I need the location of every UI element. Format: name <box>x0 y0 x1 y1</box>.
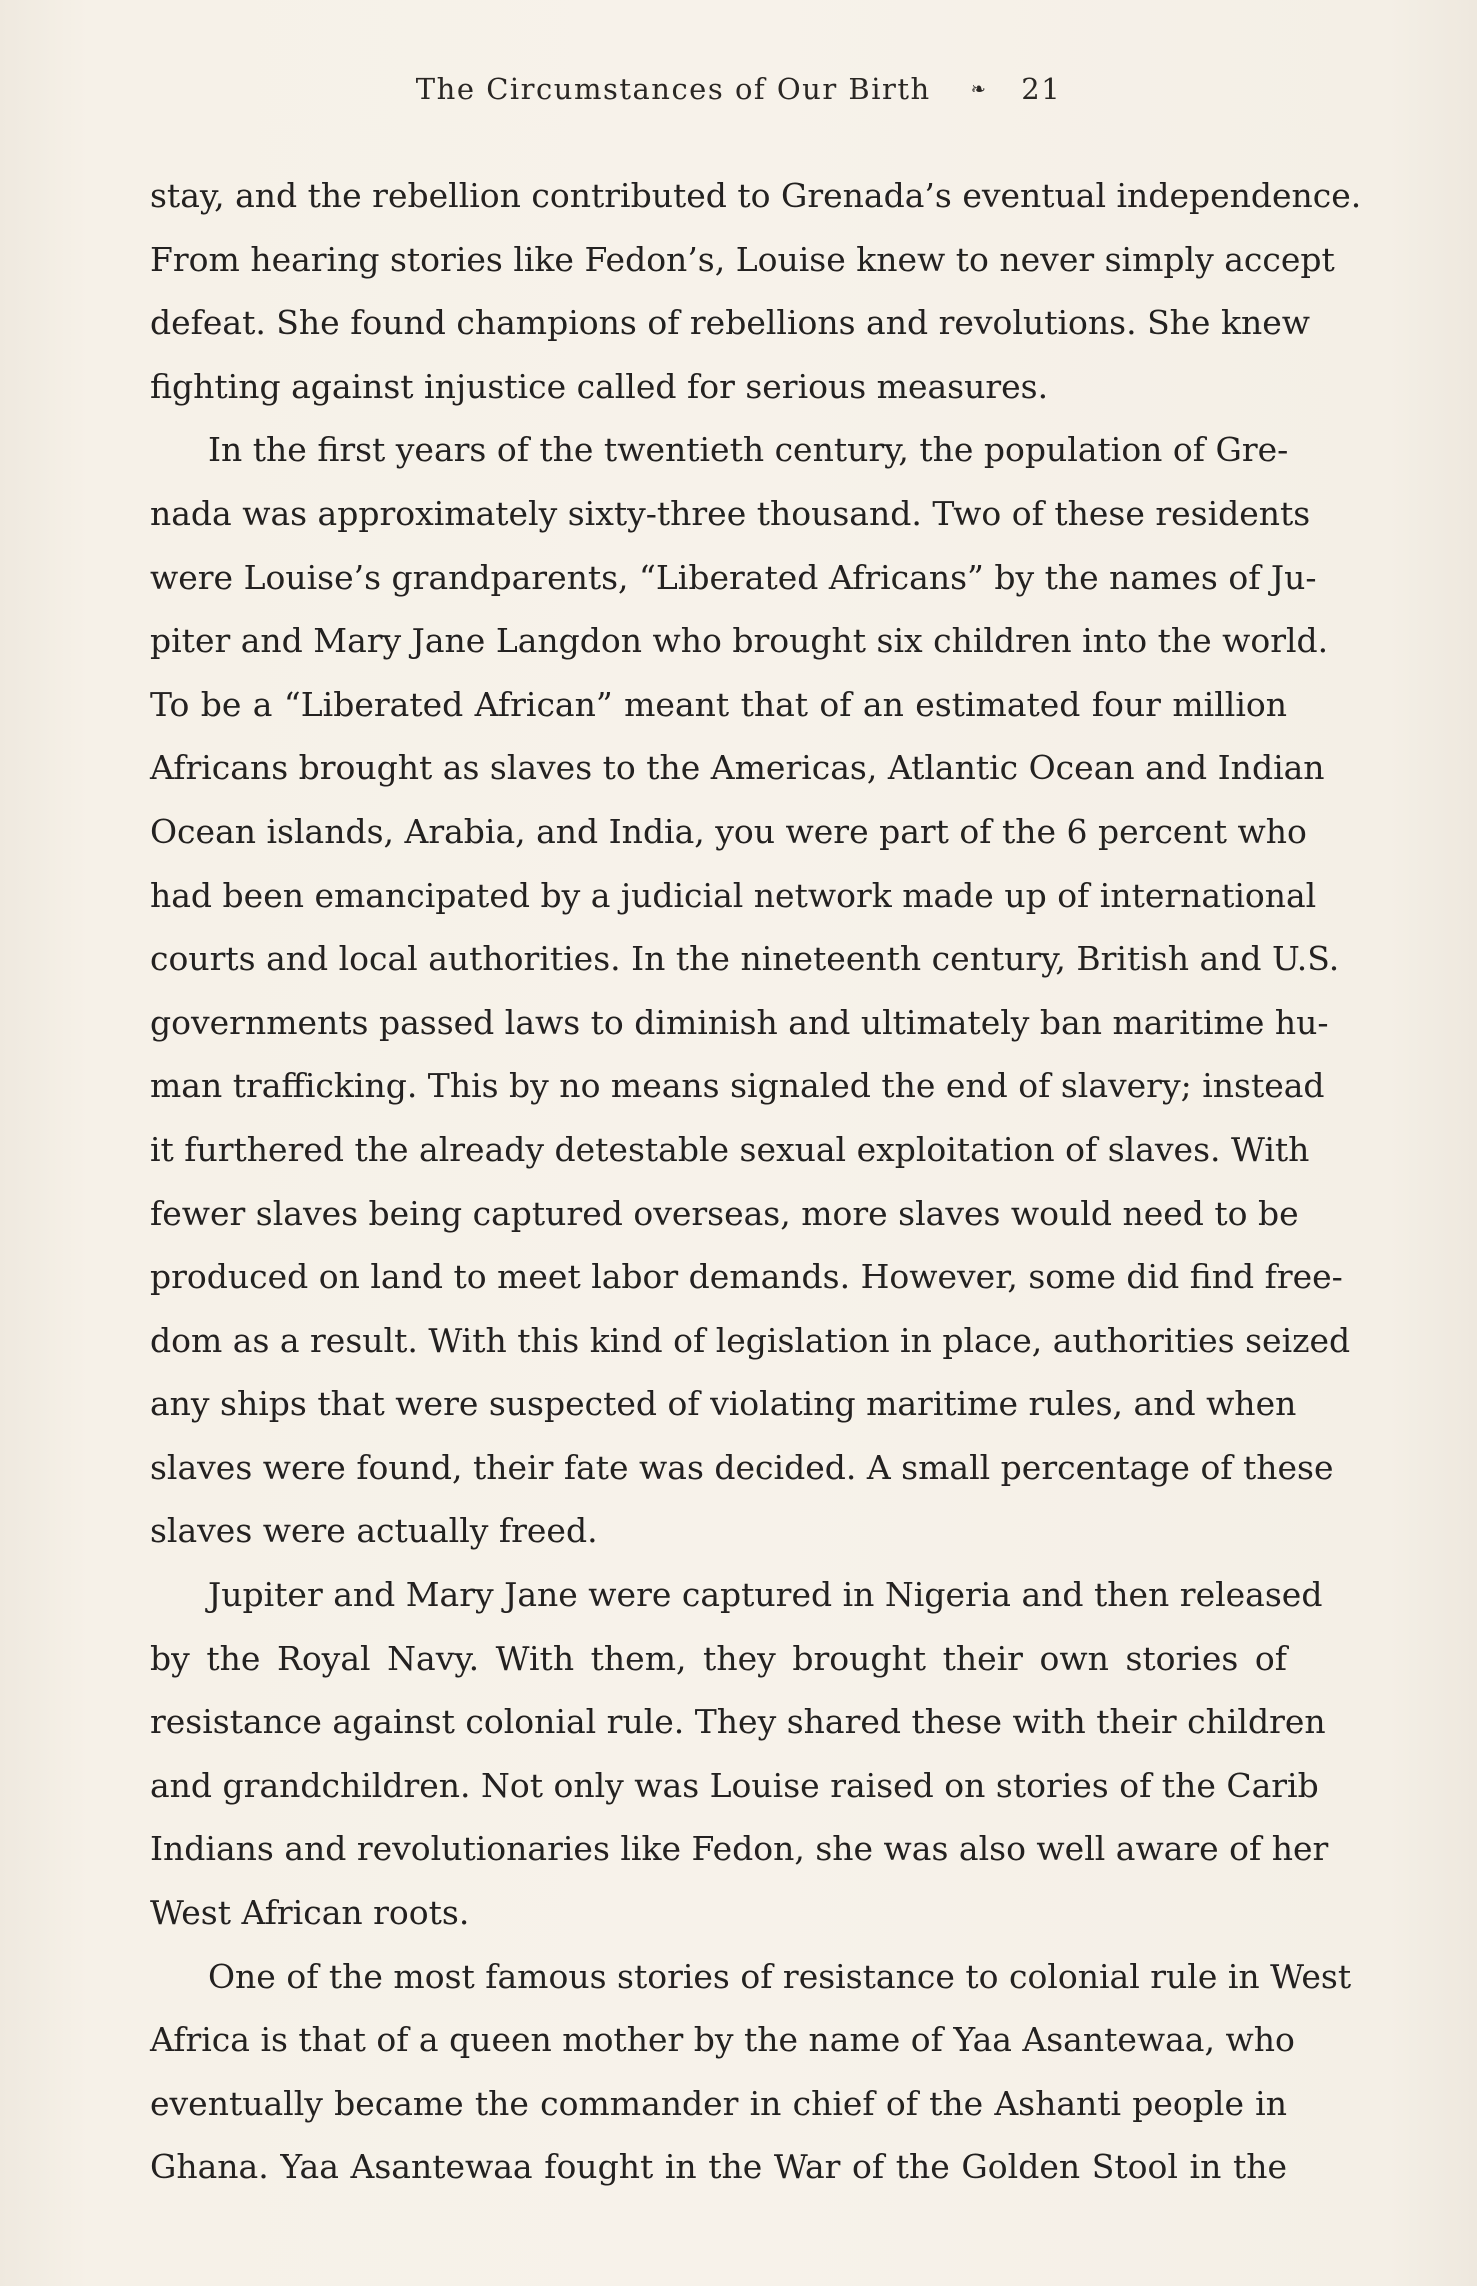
text-line: fighting against injustice called for serious measures. <box>150 366 1049 406</box>
text-line: it furthered the already detestable sexual exploitation of slaves. With <box>150 1129 1310 1169</box>
body-text <box>150 164 1362 2199</box>
text-line: courts and local authorities. In the nineteenth century, British and U.S. <box>150 939 1340 979</box>
paragraph-2 <box>150 418 1351 1563</box>
text-line: Africa is that of a queen mother by the name of Yaa Asantewaa, who <box>150 2020 1295 2060</box>
text-line: West African roots. <box>150 1893 470 1933</box>
paragraph-1 <box>150 164 1362 418</box>
text-line: Africans brought as slaves to the Americas, Atlantic Ocean and Indian <box>150 748 1325 788</box>
text-line: resistance against colonial rule. They shared these with their children <box>150 1702 1326 1742</box>
text-line: dom as a result. With this kind of legislation in place, authorities seized <box>150 1320 1351 1360</box>
paragraph-3 <box>150 1563 1329 1945</box>
text-line: and grandchildren. Not only was Louise raised on stories of the Carib <box>150 1765 1319 1805</box>
text-line: Indians and revolutionaries like Fedon, she was also well aware of her <box>150 1829 1329 1869</box>
text-line: Ocean islands, Arabia, and India, you were part of the 6 percent who <box>150 811 1307 851</box>
fleuron-ornament-icon: ❧ <box>970 79 988 100</box>
text-line: eventually became the commander in chief of the Ashanti people in <box>150 2083 1287 2123</box>
text-line: had been emancipated by a judicial network made up of international <box>150 875 1317 915</box>
text-line: In the first years of the twentieth century, the population of Gre- <box>208 430 1289 470</box>
text-line: fewer slaves being captured overseas, more slaves would need to be <box>150 1193 1299 1233</box>
text-line: nada was approximately sixty-three thousand. Two of these residents <box>150 493 1311 533</box>
text-line: defeat. She found champions of rebellions and revolutions. She knew <box>150 303 1310 343</box>
text-line: man trafficking. This by no means signaled the end of slavery; instead <box>150 1066 1325 1106</box>
page-number: 21 <box>1021 72 1062 106</box>
text-line: slaves were actually freed. <box>150 1511 598 1551</box>
text-line: From hearing stories like Fedon’s, Louise knew to never simply accept <box>150 239 1335 279</box>
text-line: any ships that were suspected of violating maritime rules, and when <box>150 1384 1297 1424</box>
paragraph-4 <box>150 1945 1352 2199</box>
text-line: slaves were found, their fate was decided. A small percentage of these <box>150 1447 1334 1487</box>
text-line: stay, and the rebellion contributed to Grenada’s eventual independence. <box>150 176 1362 215</box>
text-line: Jupiter and Mary Jane were captured in Nigeria and then released <box>208 1575 1323 1615</box>
text-line: by the Royal Navy. With them, they brought their own stories of <box>150 1638 1287 1678</box>
text-line: To be a “Liberated African” meant that of an estimated four million <box>150 684 1287 724</box>
text-line: One of the most famous stories of resistance to colonial rule in West <box>208 1956 1352 1996</box>
text-line: Ghana. Yaa Asantewaa fought in the War of the Golden Stool in the <box>150 2147 1287 2187</box>
running-head <box>0 72 1477 106</box>
text-line: produced on land to meet labor demands. However, some did find free- <box>150 1257 1343 1297</box>
text-line: were Louise’s grandparents, “Liberated Africans” by the names of Ju- <box>150 557 1317 597</box>
chapter-title: The Circumstances of Our Birth <box>415 72 931 106</box>
text-line: governments passed laws to diminish and ultimately ban maritime hu- <box>150 1002 1329 1042</box>
text-line: piter and Mary Jane Langdon who brought six children into the world. <box>150 621 1329 661</box>
